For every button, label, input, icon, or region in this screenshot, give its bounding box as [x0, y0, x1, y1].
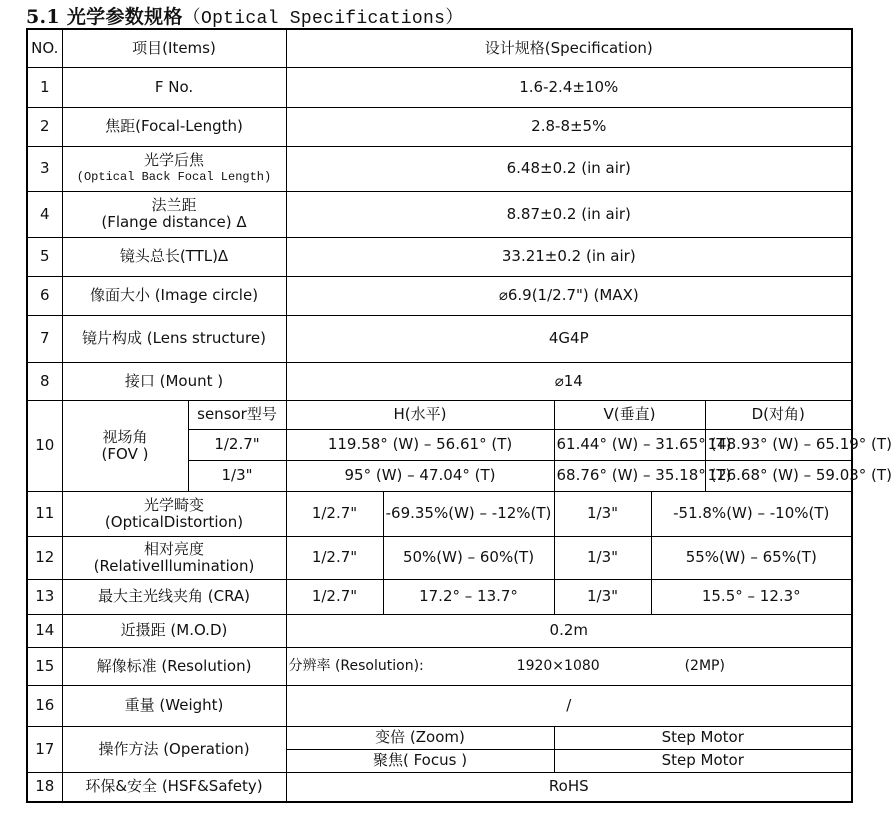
row-number: 5 — [27, 237, 62, 276]
fov-v-value: 68.76° (W) – 35.18° (T) — [554, 460, 705, 491]
row-number: 16 — [27, 685, 62, 726]
item-label: 环保&安全 (HSF&Safety) — [62, 772, 286, 802]
section-title — [26, 2, 464, 29]
table-header-row — [27, 29, 852, 67]
operation-row — [27, 726, 852, 749]
row-number: 2 — [27, 107, 62, 146]
spec-value: -51.8%(W) – -10%(T) — [651, 491, 852, 536]
row-number: 18 — [27, 772, 62, 802]
item-label-en: (Optical Back Focal Length) — [76, 169, 272, 184]
fov-h-value: 95° (W) – 47.04° (T) — [286, 460, 554, 491]
spec-value: RoHS — [286, 772, 852, 802]
row-number: 3 — [27, 146, 62, 191]
operation-focus-label: 聚焦( Focus ) — [286, 749, 554, 772]
spec-value: 2.8-8±5% — [286, 107, 852, 146]
table-row — [27, 146, 852, 191]
item-label: 最大主光线夹角 (CRA) — [62, 579, 286, 614]
sensor-size: 1/2.7" — [286, 579, 383, 614]
sensor-size: 1/2.7" — [286, 491, 383, 536]
item-label: F No. — [62, 67, 286, 107]
spec-value: 6.48±0.2 (in air) — [286, 146, 852, 191]
item-label: 近摄距 (M.O.D) — [62, 614, 286, 647]
spec-value — [286, 647, 852, 685]
sensor-size: 1/3" — [554, 536, 651, 579]
spec-value: ⌀14 — [286, 362, 852, 400]
table-row — [27, 315, 852, 362]
table-row — [27, 772, 852, 802]
spec-value: 55%(W) – 65%(T) — [651, 536, 852, 579]
resolution-label: 分辨率 (Resolution): — [288, 657, 424, 674]
item-label-en: (FOV ) — [101, 444, 149, 463]
item-label: 重量 (Weight) — [62, 685, 286, 726]
item-label: 接口 (Mount ) — [62, 362, 286, 400]
item-label-en: (OpticalDistortion) — [104, 512, 244, 531]
spec-value: 0.2m — [286, 614, 852, 647]
fov-h-value: 119.58° (W) – 56.61° (T) — [286, 429, 554, 460]
table-row — [27, 614, 852, 647]
header-specification: 设计规格(Specification) — [286, 29, 852, 67]
spec-value: 4G4P — [286, 315, 852, 362]
fov-sensor-label: sensor型号 — [188, 400, 286, 429]
fov-sensor-size: 1/3" — [188, 460, 286, 491]
resolution-value: 1920×1080 — [516, 657, 600, 674]
sensor-size: 1/3" — [554, 579, 651, 614]
table-row — [27, 276, 852, 315]
item-label: 操作方法 (Operation) — [62, 726, 286, 772]
spec-value: / — [286, 685, 852, 726]
table-row — [27, 362, 852, 400]
item-label-zh: 相对亮度 — [144, 539, 205, 558]
table-row — [27, 67, 852, 107]
item-label-zh: 光学后焦 — [144, 150, 205, 169]
operation-zoom-value: Step Motor — [554, 726, 852, 749]
row-number: 17 — [27, 726, 62, 772]
item-label — [62, 400, 188, 491]
sensor-size: 1/3" — [554, 491, 651, 536]
spec-value: 8.87±0.2 (in air) — [286, 191, 852, 237]
optical-specifications-table — [26, 28, 892, 803]
item-label-zh: 法兰距 — [151, 196, 197, 214]
fov-v-value: 61.44° (W) – 31.65° (T) — [554, 429, 705, 460]
item-label: 镜片构成 (Lens structure) — [62, 315, 286, 362]
sensor-size: 1/2.7" — [286, 536, 383, 579]
row-number: 7 — [27, 315, 62, 362]
row-number: 4 — [27, 191, 62, 237]
table-row — [27, 107, 852, 146]
item-label-en: (RelativeIllumination) — [93, 556, 255, 575]
row-number: 11 — [27, 491, 62, 536]
row-number: 15 — [27, 647, 62, 685]
item-label — [62, 536, 286, 579]
spec-value: 33.21±0.2 (in air) — [286, 237, 852, 276]
item-label — [62, 146, 286, 191]
fov-h-label: H(水平) — [286, 400, 554, 429]
row-number: 1 — [27, 67, 62, 107]
item-label: 解像标准 (Resolution) — [62, 647, 286, 685]
fov-d-value: 148.93° (W) – 65.19° (T) — [705, 429, 852, 460]
fov-v-label: V(垂直) — [554, 400, 705, 429]
fov-header-row — [27, 400, 852, 429]
section-title-en: （Optical Specifications） — [182, 9, 464, 29]
spec-value: 15.5° – 12.3° — [651, 579, 852, 614]
header-items: 项目(Items) — [62, 29, 286, 67]
spec-value: -69.35%(W) – -12%(T) — [383, 491, 554, 536]
operation-focus-value: Step Motor — [554, 749, 852, 772]
spec-value: 1.6-2.4±10% — [286, 67, 852, 107]
resolution-megapixels: (2MP) — [684, 657, 725, 674]
operation-zoom-label: 变倍 (Zoom) — [286, 726, 554, 749]
item-label-en: (Flange distance) Δ — [101, 213, 247, 231]
row-number: 10 — [27, 400, 62, 491]
item-label — [62, 491, 286, 536]
row-number: 6 — [27, 276, 62, 315]
fov-d-value: 126.68° (W) – 59.03° (T) — [705, 460, 852, 491]
row-number: 13 — [27, 579, 62, 614]
table-row — [27, 579, 852, 614]
table-row — [27, 536, 852, 579]
item-label: 镜头总长(TTL)Δ — [62, 237, 286, 276]
table-row — [27, 685, 852, 726]
row-number: 14 — [27, 614, 62, 647]
spec-value: ⌀6.9(1/2.7") (MAX) — [286, 276, 852, 315]
item-label-zh: 光学畸变 — [144, 495, 205, 514]
row-number: 12 — [27, 536, 62, 579]
item-label-zh: 视场角 — [102, 427, 148, 446]
spec-value: 50%(W) – 60%(T) — [383, 536, 554, 579]
header-no: NO. — [27, 29, 62, 67]
item-label — [62, 191, 286, 237]
table-row — [27, 191, 852, 237]
item-label: 焦距(Focal-Length) — [62, 107, 286, 146]
table-row — [27, 647, 852, 685]
section-title-zh: 5.1 光学参数规格 — [26, 6, 183, 28]
spec-value: 17.2° – 13.7° — [383, 579, 554, 614]
fov-d-label: D(对角) — [705, 400, 852, 429]
fov-sensor-size: 1/2.7" — [188, 429, 286, 460]
item-label: 像面大小 (Image circle) — [62, 276, 286, 315]
table-row — [27, 491, 852, 536]
table-row — [27, 237, 852, 276]
row-number: 8 — [27, 362, 62, 400]
